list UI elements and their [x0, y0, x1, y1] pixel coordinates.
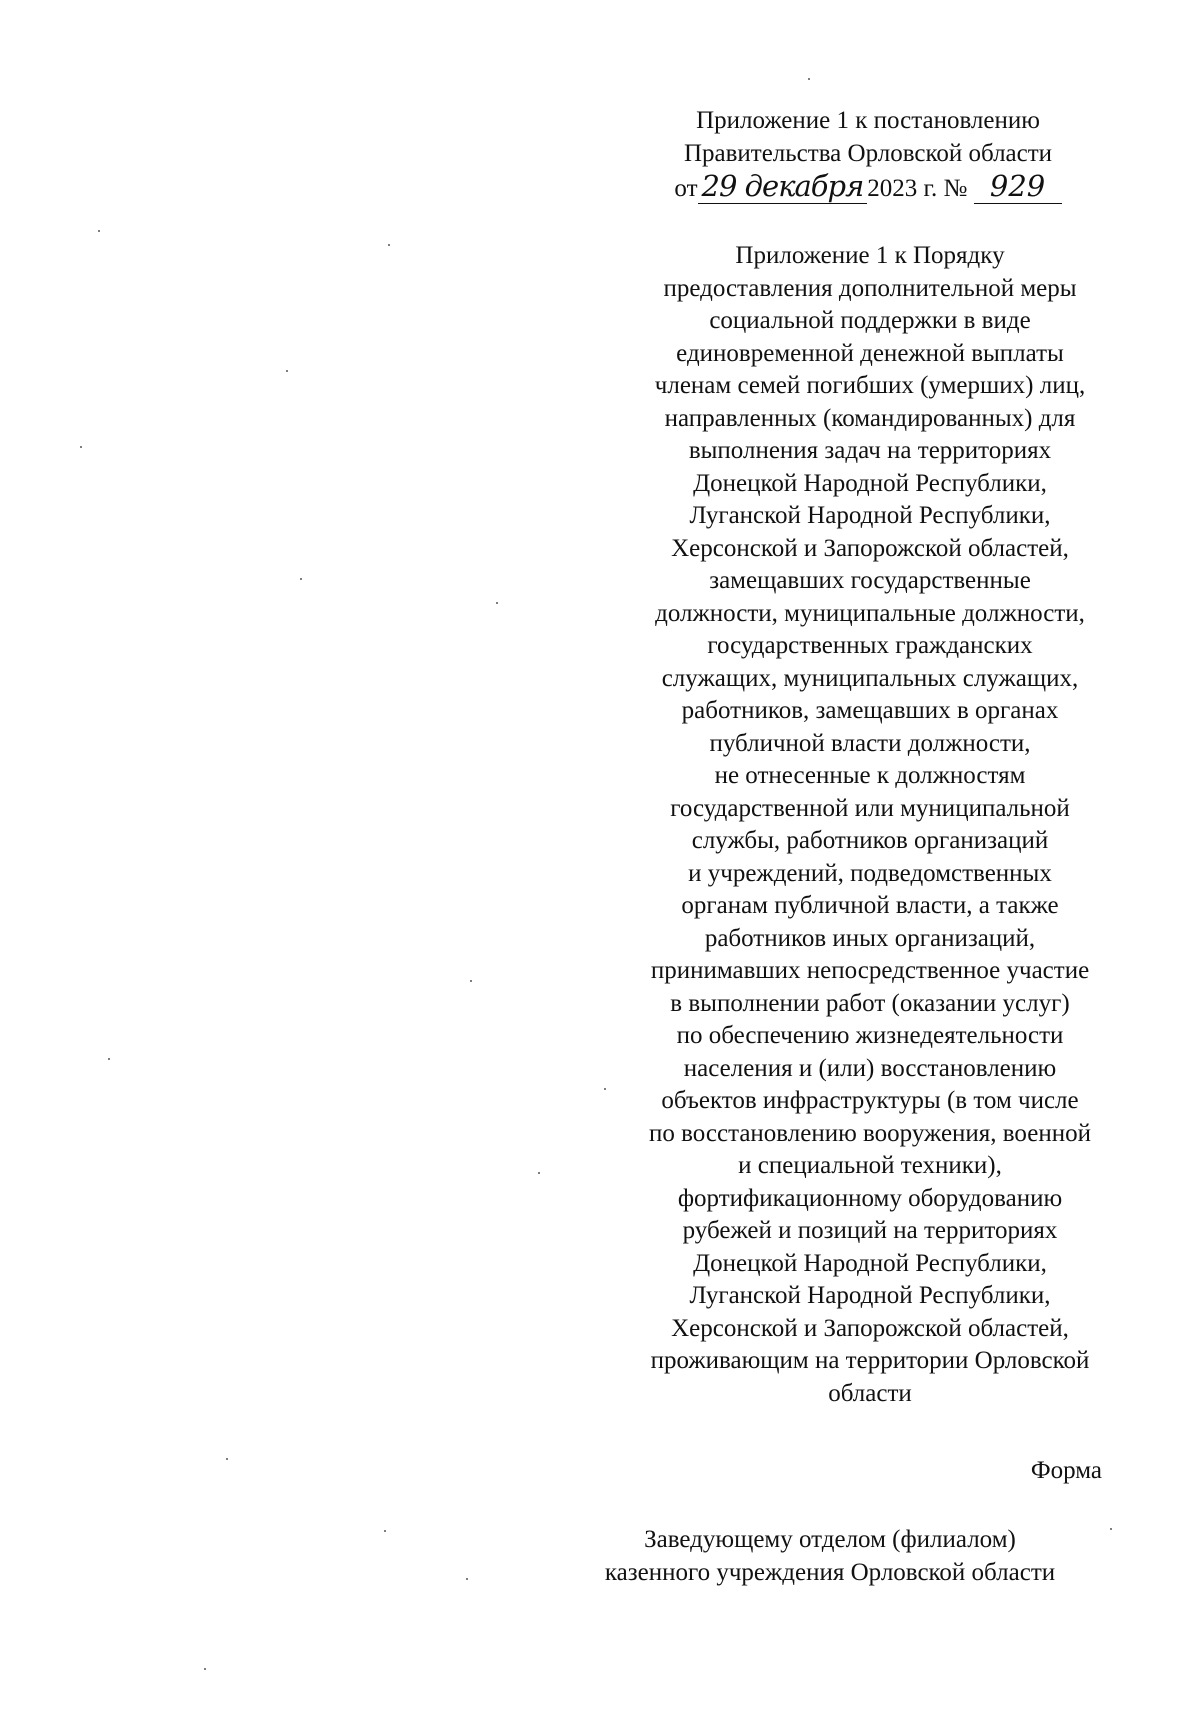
appendix-line: Херсонской и Запорожской областей, [671, 1314, 1069, 1342]
scan-speck [466, 1578, 468, 1580]
appendix-line: должности, муниципальные должности, [655, 599, 1085, 627]
appendix-line: работников, замещавших в органах [681, 697, 1059, 724]
addressee-line-1: Заведующему отделом (филиалом) [644, 1526, 1016, 1553]
appendix-line: социальной поддержки в виде [709, 307, 1031, 334]
date-prefix: от [674, 175, 698, 202]
appendix-line: Луганской Народной Республики, [689, 502, 1051, 529]
scan-speck [286, 370, 288, 372]
appendix-line: Херсонской и Запорожской областей, [671, 534, 1069, 562]
scan-speck [108, 1058, 110, 1060]
scan-speck [388, 244, 390, 246]
appendix-line: выполнения задач на территориях [688, 437, 1052, 464]
appendix-line: по обеспечению жизнедеятельности [676, 1022, 1064, 1049]
appendix-line: рубежей и позиций на территориях [682, 1217, 1058, 1244]
appendix-line: публичной власти должности, [709, 729, 1031, 757]
appendix-line: проживающим на территории Орловской [650, 1347, 1090, 1374]
appendix-line: по восстановлению вооружения, военной [649, 1119, 1091, 1147]
appendix-line: единовременной денежной выплаты [676, 339, 1064, 367]
scan-speck [808, 78, 810, 80]
appendix-heading [600, 240, 1140, 1410]
handwritten-date: 29 декабря [698, 170, 868, 204]
appendix-line: служащих, муниципальных служащих, [661, 664, 1079, 692]
scan-speck [300, 578, 302, 580]
appendix-line: предоставления дополнительной меры [663, 274, 1077, 302]
appendix-line: Луганской Народной Республики, [689, 1282, 1051, 1309]
addressee-block [560, 1524, 1100, 1589]
appendix-line: службы, работников организаций [691, 827, 1049, 854]
scan-speck [384, 1530, 386, 1532]
appendix-line: области [828, 1379, 912, 1407]
date-suffix: 2023 г. № [867, 175, 968, 202]
appendix-line: Донецкой Народной Республики, [693, 1249, 1047, 1277]
scan-speck [496, 602, 498, 604]
header-line-1: Приложение 1 к постановлению [696, 107, 1040, 134]
appendix-line: направленных (командированных) для [664, 404, 1076, 432]
appendix-line: в выполнении работ (оказании услуг) [670, 989, 1070, 1017]
scan-speck [604, 1088, 606, 1090]
appendix-line: объектов инфраструктуры (в том числе [661, 1087, 1079, 1114]
appendix-line: органам публичной власти, а также [681, 892, 1059, 919]
scan-speck [204, 1668, 206, 1670]
appendix-line: и учреждений, подведомственных [688, 859, 1052, 887]
scan-speck [470, 980, 472, 982]
scan-speck [538, 1172, 540, 1174]
appendix-line: Донецкой Народной Республики, [693, 469, 1047, 497]
header-line-2: Правительства Орловской области [683, 139, 1053, 167]
scan-speck [98, 230, 100, 232]
appendix-line: государственных гражданских [707, 632, 1033, 659]
appendix-line: и специальной техники), [738, 1152, 1002, 1179]
resolution-header [628, 105, 1108, 206]
appendix-line: государственной или муниципальной [670, 794, 1070, 822]
scan-speck [80, 446, 82, 448]
addressee-line-2: казенного учреждения Орловской области [604, 1558, 1056, 1586]
scan-speck [226, 1458, 228, 1460]
scan-speck [1110, 1528, 1112, 1530]
appendix-line: принимавших непосредственное участие [650, 957, 1090, 984]
appendix-line: членам семей погибших (умерших) лиц, [654, 372, 1086, 399]
appendix-line: работников иных организаций, [704, 924, 1036, 952]
appendix-line: населения и (или) восстановлению [683, 1054, 1057, 1082]
form-label: Форма [1030, 1457, 1102, 1484]
appendix-line: не отнесенные к должностям [714, 762, 1026, 789]
appendix-line: Приложение 1 к Порядку [735, 242, 1005, 269]
appendix-line: фортификационному оборудованию [677, 1184, 1063, 1212]
header-date-line [628, 170, 1108, 206]
appendix-line: замещавших государственные [709, 567, 1031, 594]
handwritten-number: 929 [974, 170, 1062, 204]
